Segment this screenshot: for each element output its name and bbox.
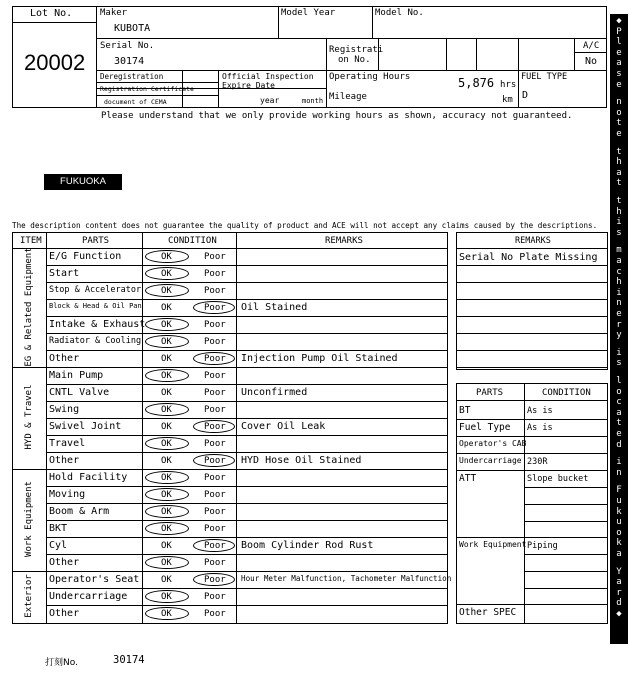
ok-option[interactable]: OK [161, 558, 172, 568]
ok-selected-circle [145, 471, 189, 484]
inspection-label-2: Expire Date [222, 81, 275, 90]
group-label: Work Equipment [24, 481, 34, 557]
hrs-unit: hrs [500, 80, 517, 90]
ok-selected-circle [145, 607, 189, 620]
part-name: Main Pump [49, 370, 104, 381]
part-name: BKT [49, 523, 68, 534]
ok-selected-circle [145, 505, 189, 518]
spec-condition: As is [527, 406, 553, 416]
header-remarks: REMARKS [325, 236, 363, 246]
spec-condition: Piping [527, 541, 558, 551]
spec-part: Operator's CAB [459, 439, 527, 448]
ok-selected-circle [145, 284, 189, 297]
registration-label-2: on No. [338, 55, 371, 65]
poor-option[interactable]: Poor [204, 490, 226, 500]
ok-option[interactable]: OK [161, 252, 172, 262]
header-parts: PARTS [82, 236, 110, 246]
ok-option[interactable]: OK [161, 456, 172, 466]
poor-option[interactable]: Poor [204, 524, 226, 534]
poor-selected-circle [193, 301, 235, 314]
stamp-label: 打刻No. [45, 658, 78, 668]
ok-option[interactable]: OK [161, 609, 172, 619]
fuel-type-value: D [522, 90, 529, 101]
spec-part: Other SPEC [459, 607, 517, 618]
ok-option[interactable]: OK [161, 575, 172, 585]
mileage-label: Mileage [329, 92, 367, 102]
row-remark: Unconfirmed [241, 387, 308, 398]
poor-option[interactable]: Poor [204, 439, 226, 449]
spec-condition: 230R [527, 457, 548, 467]
poor-option[interactable]: Poor [204, 609, 226, 619]
ok-option[interactable]: OK [161, 286, 172, 296]
poor-option[interactable]: Poor [204, 507, 226, 517]
poor-option[interactable]: Poor [204, 354, 226, 364]
ok-selected-circle [145, 522, 189, 535]
ok-option[interactable]: OK [161, 320, 172, 330]
inspection-label-1: Official Inspection [222, 72, 314, 81]
ok-option[interactable]: OK [161, 337, 172, 347]
part-name: Undercarriage [49, 591, 128, 602]
header-condition: CONDITION [168, 236, 217, 246]
part-name: Hold Facility [49, 472, 128, 483]
ok-selected-circle [145, 590, 189, 603]
ok-selected-circle [145, 556, 189, 569]
ac-label: A/C [583, 41, 600, 51]
spec-part: ATT [459, 473, 477, 484]
part-name: Travel [49, 438, 86, 449]
ok-selected-circle [145, 437, 189, 450]
side-note-bar: ◆ P l e a s e n o t e t h a t t h i s m a c h i n e r y i s l o c a t e d i n F u k u o k a Y a r d ◆ [610, 14, 628, 644]
reg-certificate-label: Registration Certificate [100, 85, 194, 93]
part-name: CNTL Valve [49, 387, 110, 398]
ok-option[interactable]: OK [161, 490, 172, 500]
remark-line: Serial No Plate Missing [459, 252, 598, 263]
part-name: Other [49, 608, 80, 619]
poor-option[interactable]: Poor [204, 558, 226, 568]
spec-condition: Slope bucket [527, 474, 589, 484]
ok-option[interactable]: OK [161, 439, 172, 449]
ok-option[interactable]: OK [161, 269, 172, 279]
poor-selected-circle [193, 573, 235, 586]
registration-label-1: Registrati [329, 45, 384, 55]
part-name: Operator's Seat [49, 574, 140, 585]
ok-option[interactable]: OK [161, 354, 172, 364]
part-name: Radiator & Cooling [49, 336, 142, 346]
spec-part: Undercarriage [459, 456, 522, 465]
right-parts-header-condition: CONDITION [542, 388, 591, 398]
ok-selected-circle [145, 318, 189, 331]
group-label: HYD & Travel [24, 384, 34, 450]
ok-option[interactable]: OK [161, 422, 172, 432]
part-name: Intake & Exhaust [49, 319, 146, 330]
serial-value: 30174 [114, 56, 145, 67]
operating-hours-label: Operating Hours [329, 72, 411, 82]
model-year-label: Model Year [281, 8, 336, 18]
deregistration-label: Deregistration [100, 72, 164, 81]
group-label: Exterior [24, 573, 34, 618]
part-name: Moving [49, 489, 86, 500]
working-hours-notice: Please understand that we only provide working hours as shown, accuracy not guaranteed. [101, 111, 573, 121]
right-parts-header-parts: PARTS [476, 388, 504, 398]
poor-option[interactable]: Poor [204, 371, 226, 381]
part-name: Boom & Arm [49, 506, 110, 517]
poor-selected-circle [193, 420, 235, 433]
ok-option[interactable]: OK [161, 541, 172, 551]
stamp-value: 30174 [113, 654, 145, 666]
cema-label: document of CEMA [104, 98, 167, 106]
ok-selected-circle [145, 369, 189, 382]
part-name: Stop & Accelerator [49, 285, 142, 295]
fuel-type-label: FUEL TYPE [521, 72, 568, 82]
ok-option[interactable]: OK [161, 524, 172, 534]
poor-option[interactable]: Poor [204, 286, 226, 296]
spec-part: Fuel Type [459, 422, 511, 433]
maker-value: KUBOTA [114, 23, 151, 34]
km-unit: km [502, 95, 513, 105]
ok-option[interactable]: OK [161, 473, 172, 483]
poor-option[interactable]: Poor [204, 320, 226, 330]
ok-option[interactable]: OK [161, 592, 172, 602]
poor-option[interactable]: Poor [204, 269, 226, 279]
part-name: E/G Function [49, 251, 122, 262]
poor-selected-circle [193, 352, 235, 365]
spec-condition: As is [527, 423, 553, 433]
part-name: Block & Head & Oil Pan [49, 302, 142, 310]
poor-option[interactable]: Poor [204, 575, 226, 585]
ok-selected-circle [145, 335, 189, 348]
poor-option[interactable]: Poor [204, 405, 226, 415]
serial-label: Serial No. [100, 41, 155, 51]
part-name: Other [49, 455, 80, 466]
month-label: month [302, 97, 324, 105]
poor-option[interactable]: Poor [204, 456, 226, 466]
part-name: Swing [49, 404, 80, 415]
part-name: Cyl [49, 540, 68, 551]
group-label: EG & Related Equipment [24, 246, 34, 367]
lot-label: Lot No. [30, 8, 73, 19]
ok-selected-circle [145, 250, 189, 263]
year-label: year [260, 96, 280, 105]
ok-selected-circle [145, 403, 189, 416]
row-remark: Oil Stained [241, 302, 308, 313]
row-remark: Boom Cylinder Rod Rust [241, 540, 374, 551]
ok-option[interactable]: OK [161, 507, 172, 517]
disclaimer: The description content does not guarantee the quality of product and ACE will not accept any claims caused by the descriptions. [12, 221, 598, 230]
row-remark: Injection Pump Oil Stained [241, 353, 398, 364]
spec-part: Work Equipment [459, 540, 527, 549]
poor-option[interactable]: Poor [204, 473, 226, 483]
maker-label: Maker [100, 8, 128, 18]
lot-number: 20002 [24, 50, 86, 75]
poor-option[interactable]: Poor [204, 592, 226, 602]
poor-option[interactable]: Poor [204, 422, 226, 432]
ac-value: No [585, 56, 598, 67]
poor-option[interactable]: Poor [204, 303, 226, 313]
part-name: Other [49, 353, 80, 364]
spec-part: BT [459, 405, 471, 416]
header-item: ITEM [20, 236, 42, 246]
part-name: Swivel Joint [49, 421, 122, 432]
poor-option[interactable]: Poor [204, 252, 226, 262]
ok-selected-circle [145, 488, 189, 501]
model-no-label: Model No. [375, 8, 424, 18]
poor-selected-circle [193, 539, 235, 552]
poor-option[interactable]: Poor [204, 541, 226, 551]
ok-option[interactable]: OK [161, 405, 172, 415]
row-remark: Cover Oil Leak [241, 421, 326, 432]
right-remarks-header: REMARKS [515, 236, 551, 246]
ok-option[interactable]: OK [161, 303, 172, 313]
poor-option[interactable]: Poor [204, 337, 226, 347]
poor-option[interactable]: Poor [204, 388, 226, 398]
part-name: Other [49, 557, 80, 568]
part-name: Start [49, 268, 80, 279]
operating-hours-value: 5,876 [458, 76, 495, 90]
row-remark: Hour Meter Malfunction, Tachometer Malfunction [241, 574, 452, 583]
ok-option[interactable]: OK [161, 388, 172, 398]
ok-option[interactable]: OK [161, 371, 172, 381]
row-remark: HYD Hose Oil Stained [241, 455, 362, 466]
poor-selected-circle [193, 454, 235, 467]
location-tag: FUKUOKA [44, 174, 122, 190]
ok-selected-circle [145, 267, 189, 280]
